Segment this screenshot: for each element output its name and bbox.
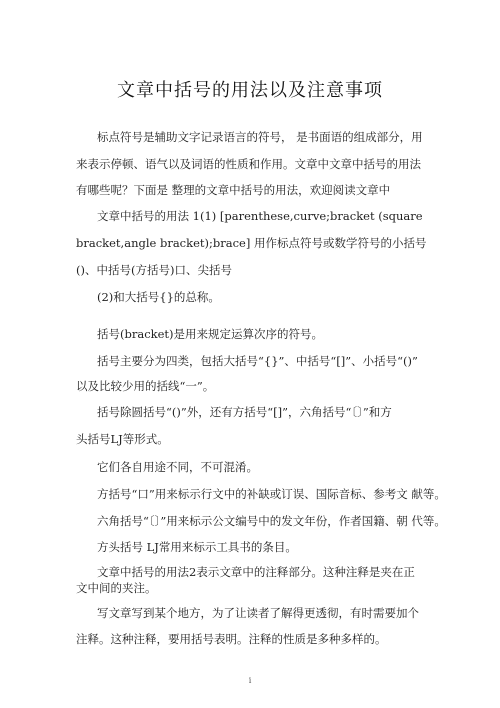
paragraph-line: 有哪些呢？下面是 整理的文章中括号的用法，欢迎阅读文章中 bbox=[76, 183, 391, 197]
paragraph-line: 以及比较少用的括线“一”。 bbox=[76, 379, 215, 393]
paragraph-line: 括号主要分为四类，包括大括号“{}”、中括号“[]”、小括号“()” bbox=[97, 354, 418, 368]
page-number: i bbox=[248, 676, 252, 685]
paragraph-line: 头括号LJ等形式。 bbox=[76, 432, 169, 446]
paragraph-line: 方头括号 LJ常用来标示工具书的条目。 bbox=[97, 540, 297, 554]
document-title: 文章中括号的用法以及注意事项 bbox=[117, 80, 383, 101]
paragraph-line: bracket,angle bracket);brace] 用作标点符号或数学符号的小括号 bbox=[76, 236, 427, 250]
paragraph-line: 写文章写到某个地方，为了让读者了解得更透彻，有时需要加个 bbox=[97, 606, 419, 620]
paragraph-line: 文中间的夹注。 bbox=[76, 581, 157, 595]
paragraph-line: 文章中括号的用法 1(1) [parenthese,curve;bracket (square bbox=[97, 209, 423, 223]
paragraph-line: 注释。这种注释，要用括号表明。注释的性质是多种多样的。 bbox=[76, 632, 387, 646]
paragraph-line: (2)和大括号{}的总称。 bbox=[97, 290, 220, 304]
paragraph-line: 标点符号是辅助文字记录语言的符号， 是书面语的组成部分，用 bbox=[97, 130, 423, 144]
paragraph-line: 括号(bracket)是用来规定运算次序的符号。 bbox=[97, 327, 324, 341]
paragraph-line: ()、中括号(方括号)口、尖括号 bbox=[76, 263, 232, 277]
paragraph-line: 方括号“口”用来标示行文中的补缺或订误、国际音标、参考文 献等。 bbox=[97, 487, 446, 501]
paragraph-line: 六角括号“〔〕”用来标示公文编号中的发文年份，作者国籍、朝 代等。 bbox=[97, 514, 446, 528]
paragraph-line: 它们各自用途不同，不可混淆。 bbox=[97, 460, 258, 474]
paragraph-line: 文章中括号的用法2表示文章中的注释部分。这种注释是夹在正 bbox=[97, 565, 415, 579]
paragraph-line: 来表示停顿、语气以及词语的性质和作用。文章中文章中括号的用法 bbox=[76, 157, 421, 171]
paragraph-line: 括号除圆括号“()”外，还有方括号“[]”，六角括号“〔〕”和方 bbox=[97, 405, 392, 419]
